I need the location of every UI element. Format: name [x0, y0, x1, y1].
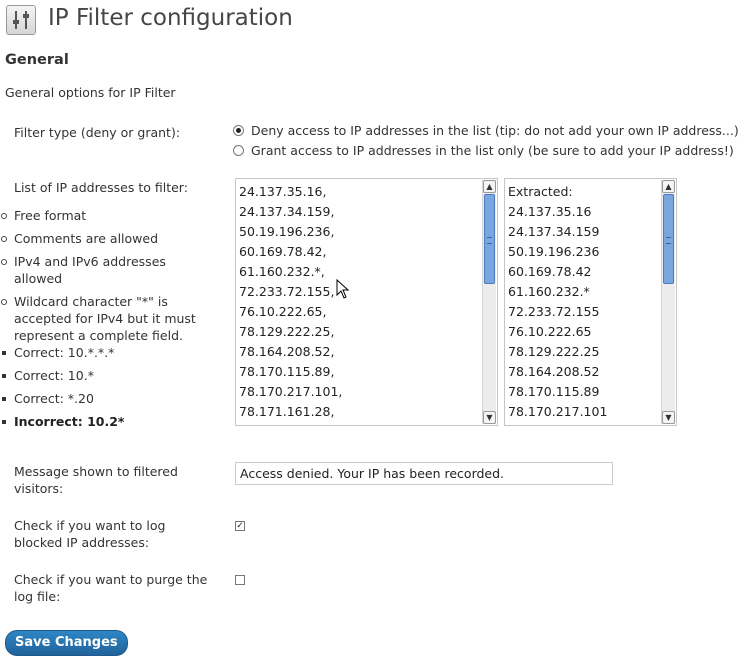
- extracted-entry: Extracted:: [508, 184, 573, 199]
- deny-radio[interactable]: [233, 125, 244, 136]
- rule-item: Incorrect: 10.2*: [0, 413, 210, 430]
- grant-radio[interactable]: [233, 145, 244, 156]
- extracted-entry: 50.19.196.236: [508, 244, 600, 259]
- scroll-up-icon[interactable]: ▲: [483, 180, 496, 193]
- ip-entry: 60.169.78.42,: [239, 244, 327, 259]
- filter-type-label: Filter type (deny or grant):: [14, 125, 181, 140]
- section-title: General: [5, 52, 69, 68]
- purge-log-checkbox[interactable]: [235, 575, 245, 585]
- page-title: IP Filter configuration: [48, 5, 293, 31]
- message-input[interactable]: Access denied. Your IP has been recorded.: [235, 462, 613, 485]
- ip-entry: 78.171.161.28,: [239, 404, 335, 419]
- log-blocked-checkbox[interactable]: ✓: [236, 521, 244, 531]
- extracted-entry: 24.137.34.159: [508, 224, 600, 239]
- extracted-entry: 61.160.232.*: [508, 284, 590, 299]
- deny-radio-label: Deny access to IP addresses in the list (tip: do not add your own IP address...): [251, 123, 739, 138]
- scroll-thumb[interactable]: [484, 194, 495, 284]
- ip-list-label: List of IP addresses to filter:: [14, 180, 188, 195]
- rule-item: IPv4 and IPv6 addresses allowed: [0, 253, 210, 287]
- extracted-entry: 78.164.208.52: [508, 364, 600, 379]
- mouse-pointer-icon: [336, 279, 350, 302]
- extracted-entry: 72.233.72.155: [508, 304, 600, 319]
- ip-list-textarea[interactable]: [235, 178, 498, 426]
- rule-item: Correct: 10.*: [0, 367, 210, 384]
- message-label: Message shown to filtered visitors:: [14, 464, 178, 496]
- ip-entry: 78.170.115.89,: [239, 364, 335, 379]
- ip-entry: 24.137.34.159,: [239, 204, 335, 219]
- deny-radio-option[interactable]: [233, 122, 739, 139]
- extracted-entry: 78.170.217.101: [508, 404, 608, 419]
- ip-entry: 76.10.222.65,: [239, 304, 327, 319]
- rule-item: Correct: 10.*.*.*: [0, 344, 210, 361]
- save-changes-button[interactable]: Save Changes: [5, 630, 128, 656]
- extracted-scrollbar[interactable]: [661, 180, 675, 424]
- ip-entry: 78.129.222.25,: [239, 324, 335, 339]
- ip-format-rules: [0, 207, 210, 436]
- ip-entry: 78.170.217.101,: [239, 384, 343, 399]
- grant-radio-label: Grant access to IP addresses in the list only (be sure to add your IP address!): [251, 143, 734, 158]
- ip-entry: 50.19.196.236,: [239, 224, 335, 239]
- ip-entry: 72.233.72.155,: [239, 284, 335, 299]
- extracted-textarea[interactable]: [504, 178, 677, 426]
- scroll-thumb[interactable]: [663, 194, 674, 284]
- grant-radio-option[interactable]: [233, 142, 734, 159]
- ip-entry: 78.164.208.52,: [239, 344, 335, 359]
- log-blocked-label: Check if you want to log blocked IP addresses:: [14, 518, 166, 550]
- settings-sliders-icon: [6, 5, 36, 35]
- ip-entry: 61.160.232.*,: [239, 264, 325, 279]
- scroll-up-icon[interactable]: ▲: [662, 180, 675, 193]
- extracted-entry: 78.170.115.89: [508, 384, 600, 399]
- rule-item: Wildcard character "*" is accepted for IPv4 but it must represent a complete field.: [0, 293, 210, 344]
- scroll-down-icon[interactable]: ▼: [662, 411, 675, 424]
- rule-item: Free format: [0, 207, 210, 224]
- extracted-entry: 78.129.222.25: [508, 344, 600, 359]
- ip-list-scrollbar[interactable]: [482, 180, 496, 424]
- purge-log-label: Check if you want to purge the log file:: [14, 572, 208, 604]
- rule-item: Comments are allowed: [0, 230, 210, 247]
- extracted-entry: 60.169.78.42: [508, 264, 592, 279]
- extracted-entry: 24.137.35.16: [508, 204, 592, 219]
- section-description: General options for IP Filter: [5, 85, 176, 100]
- rule-item: Correct: *.20: [0, 390, 210, 407]
- scroll-down-icon[interactable]: ▼: [483, 411, 496, 424]
- ip-entry: 24.137.35.16,: [239, 184, 327, 199]
- extracted-entry: 76.10.222.65: [508, 324, 592, 339]
